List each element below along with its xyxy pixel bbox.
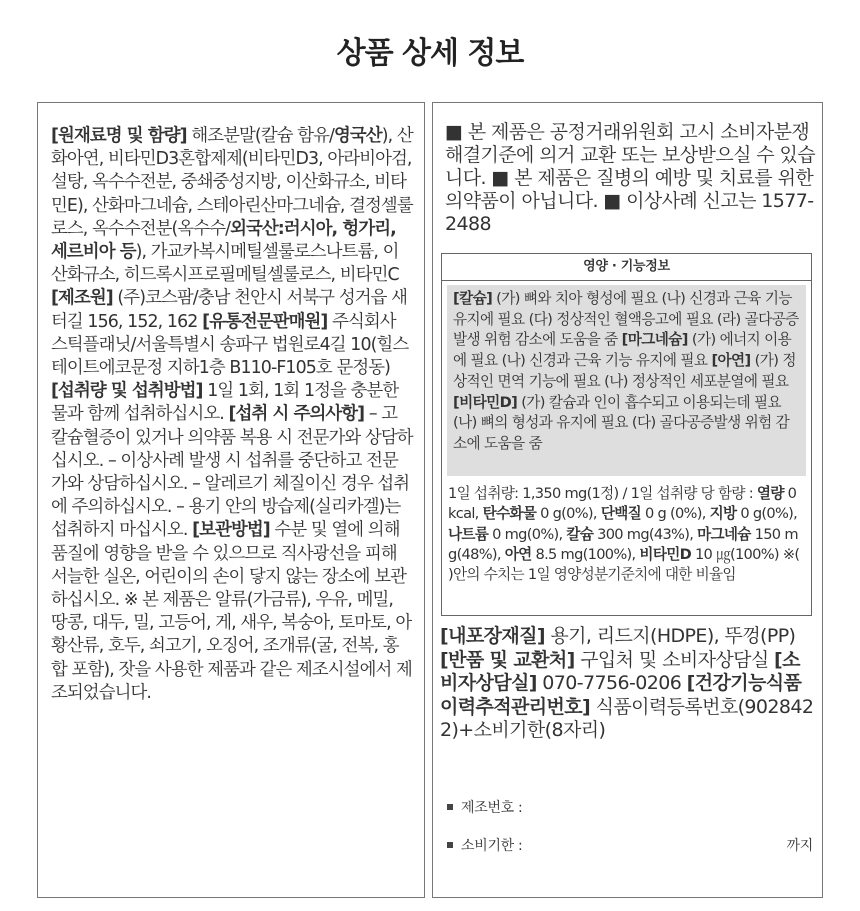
bold-heading-text: 비타민D (639, 545, 692, 563)
body-text: 1일 1회, 1회 1정을 충분한 물과 함께 섭취하십시오. (51, 381, 399, 425)
bold-heading-text: 영국산 (334, 126, 382, 146)
manufacture-number-row (447, 797, 813, 817)
notice-text: ■ 본 제품은 공정거래위원회 고시 소비자분쟁해결기준에 의거 교환 또는 보상받으실 수 있습니다. ■ 본 제품은 질병의 예방 및 치료를 위한 의약품이 아닙니다. ■ 이상사례 신고는 1577-2488 (445, 121, 815, 235)
bold-heading-text: 외국산:러시아, 헝가리, 세르비아 등 (51, 218, 396, 263)
body-text: – 고칼슘혈증이 있거나 의약품 복용 시 전문가와 상담하십시오. – 이상사례 발생 시 섭취를 중단하고 전문가와 상담하십시오. – 알레르기 체질이신 경우 섭취에 주의하십시오. – 용기 안의 방습제(실리카겔)는 섭취하지 마십시오. (51, 404, 413, 541)
body-text: 구입처 및 소비자상담실 (574, 648, 775, 671)
body-text: 1일 섭취량: 1,350 mg(1정) / 1일 섭취량 당 함량 : (448, 485, 757, 502)
bold-heading-text: [내포장재질] (440, 625, 545, 647)
packaging-info-text (440, 625, 816, 743)
body-text: 식품이력등록번호(9028422)+소비기한(8자리) (440, 695, 814, 741)
body-text: 용기, 리드지(HDPE), 뚜껑(PP) (544, 625, 796, 647)
manufacture-number-label: 제조번호 : (461, 800, 523, 816)
bold-heading-text: [소비자상담실] (440, 648, 800, 694)
body-text: 수분 및 열에 의해 품질에 영향을 받을 수 있으므로 직사광선을 피해 서늘한 실온, 어린이의 손이 닿지 않는 장소에 보관하십시오. ※ 본 제품은 알류(가금류), 우유, 메밀, 땅콩, 대두, 밀, 고등어, 게, 새우, 복숭아, 토마토, 아황산류, 호두, 쇠고기, 오징어, 조개류(굴, 전복, 홍합 포함), 잣을 사용한 제품과 같은 제조시설에서 제조되었습니다. (51, 520, 412, 703)
nutrition-function-text (447, 285, 806, 476)
bold-heading-text: [칼슘] (453, 290, 493, 307)
bold-heading-text: 칼슘 (566, 525, 594, 543)
body-text: (가) 칼슘과 인이 흡수되고 이용되는데 필요 (나) 뼈의 형성과 유지에 필요 (다) 골다공증발생 위험 감소에 도움을 줌 (453, 393, 790, 452)
body-text: 0 g(0%), (736, 505, 798, 523)
bold-heading-text: [비타민D] (453, 393, 518, 411)
bold-heading-text: 지방 (709, 505, 737, 523)
bold-heading-text: [마그네슘] (621, 331, 688, 349)
expiry-date-row (447, 835, 813, 855)
bold-heading-text: [섭취 시 주의사항] (228, 404, 365, 425)
bold-heading-text: [유통전문판매원] (202, 311, 328, 332)
body-text: (주)코스팜/충남 천안시 서북구 성거읍 새터길 156, 152, 162 (51, 288, 408, 332)
body-text: 0 g (0%), (641, 505, 710, 523)
product-info-panel (432, 102, 823, 898)
expiry-date-label: 소비기한 : (461, 838, 523, 854)
bold-heading-text: 마그네슘 (697, 525, 751, 543)
body-text: ), 산화아연, 비타민D3혼합제제(비타민D3, 아라비아검, 설탕, 옥수수전분, 중쇄중성지방, 이산화규소, 비타민E), 산화마그네슘, 스테아린산마그네슘, 결정셀룰로스, 옥수수전분(옥수수/ (51, 126, 413, 239)
body-text: 0 g(0%), (536, 505, 601, 523)
body-text: (가) 에너지 이용에 필요 (나) 신경과 근육 기능 유지에 필요 (453, 331, 792, 370)
expiry-date-suffix: 까지 (786, 838, 813, 854)
bold-heading-text: 아연 (504, 545, 532, 563)
bold-heading-text: [건강기능식품이력추적관리번호] (440, 672, 802, 718)
bold-heading-text: [원재료명 및 함량] (51, 126, 187, 146)
bold-heading-text: [섭취량 및 섭취방법] (51, 381, 203, 402)
body-text: 주식회사 스틱플래닛/서울특별시 송파구 법원로4길 10(힐스테이트에코문정 지하1층 B110-F105호 문정동) (51, 311, 409, 379)
bold-heading-text: [보관방법] (192, 520, 270, 541)
body-text: 0 kcal, (448, 485, 797, 523)
nutrition-intake-text (448, 484, 805, 585)
bold-heading-text: [반품 및 교환처] (440, 648, 575, 671)
body-text: 8.5 mg(100%), (531, 545, 640, 563)
body-text: 150 mg(48%), (448, 525, 798, 563)
nutrition-title: 영양 · 기능정보 (442, 254, 811, 281)
body-text: 070-7756-0206 (536, 672, 687, 694)
nutrition-box (441, 253, 812, 616)
body-text: (가) 뼈와 치아 형성에 필요 (나) 신경과 근육 기능 유지에 필요 (다) 정상적인 혈액응고에 필요 (라) 골다공증 발생 위험 감소에 도움을 줌 (453, 290, 799, 349)
bold-heading-text: 단백질 (600, 505, 642, 523)
page-title: 상품 상세 정보 (336, 36, 524, 71)
bullet-square-icon (447, 842, 453, 848)
body-text: 해조분말(칼슘 함유/ (186, 126, 334, 146)
body-text: (가) 정상적인 면역 기능에 필요 (나) 정상적인 세포분열에 필요 (453, 352, 796, 390)
bold-heading-text: 나트륨 (448, 525, 489, 543)
ingredient-text (51, 125, 413, 705)
bold-heading-text: 탄수화물 (482, 505, 537, 523)
bold-heading-text: [제조원] (51, 288, 113, 309)
bold-heading-text: 열량 (756, 485, 784, 502)
body-text: ), 가교카복시메틸셀룰로스나트륨, 이산화규소, 히드록시프로필메틸셀룰로스, 비타민C (51, 242, 399, 286)
bullet-square-icon (447, 804, 453, 810)
body-text: 300 mg(43%), (593, 525, 698, 543)
ingredient-panel (37, 102, 425, 898)
body-text: 10 ㎍(100%) ※( )안의 수치는 1일 영양성분기준치에 대한 비율임 (448, 545, 800, 584)
bold-heading-text: [아연] (711, 352, 751, 370)
body-text: 0 mg(0%), (488, 525, 567, 543)
